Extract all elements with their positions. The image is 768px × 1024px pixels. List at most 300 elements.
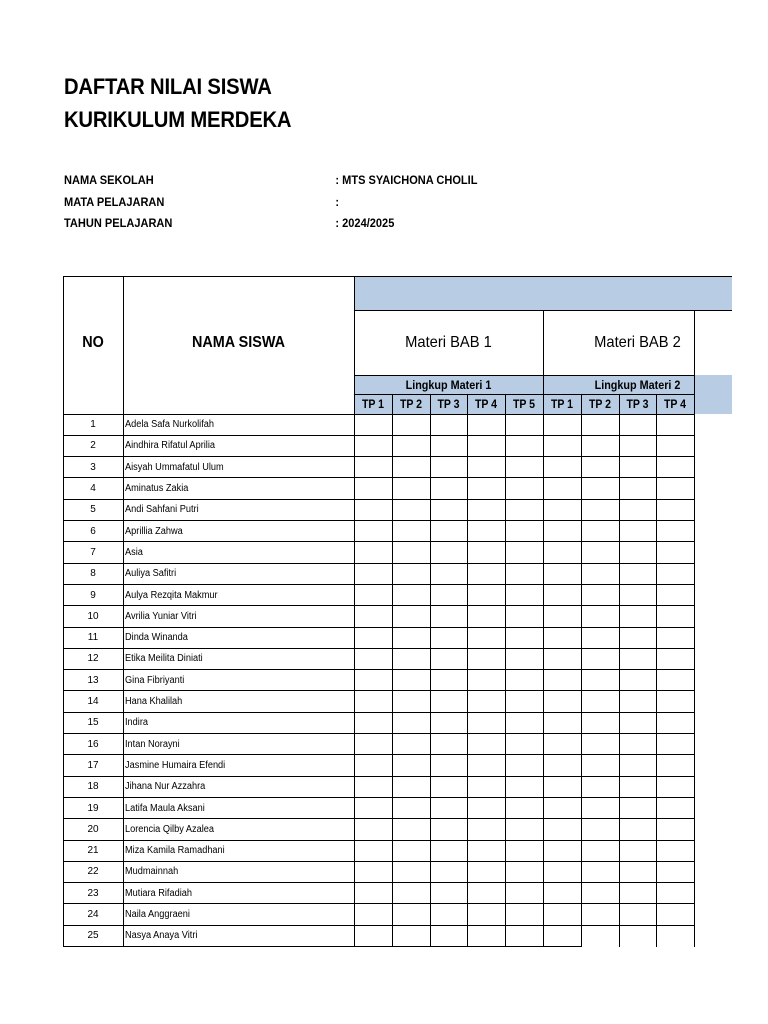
grade-cell[interactable] xyxy=(430,691,467,712)
row-number-text: 18 xyxy=(87,781,99,793)
grade-cell[interactable] xyxy=(543,776,581,797)
student-name xyxy=(123,776,354,797)
grade-cell[interactable] xyxy=(467,457,505,478)
grade-cell[interactable] xyxy=(467,734,505,755)
grade-cell[interactable] xyxy=(505,776,543,797)
grade-cell[interactable] xyxy=(430,478,467,499)
grade-cell[interactable] xyxy=(505,712,543,733)
grade-cell[interactable] xyxy=(392,734,430,755)
grid-line xyxy=(694,310,695,947)
grade-cell[interactable] xyxy=(354,755,392,776)
grade-cell[interactable] xyxy=(505,414,543,435)
student-name xyxy=(123,648,354,669)
grade-cell[interactable] xyxy=(467,712,505,733)
grade-cell[interactable] xyxy=(467,904,505,925)
grade-cell[interactable] xyxy=(656,563,694,584)
row-number-text: 1 xyxy=(90,419,96,431)
grade-cell[interactable] xyxy=(467,521,505,542)
grade-cell[interactable] xyxy=(430,457,467,478)
grade-cell[interactable] xyxy=(392,755,430,776)
grade-cell[interactable] xyxy=(505,797,543,818)
grade-cell[interactable] xyxy=(619,606,656,627)
grade-cell[interactable] xyxy=(430,499,467,520)
grade-cell[interactable] xyxy=(505,648,543,669)
grade-cell[interactable] xyxy=(656,734,694,755)
student-name xyxy=(123,797,354,818)
grade-cell[interactable] xyxy=(619,521,656,542)
grade-cell[interactable] xyxy=(467,776,505,797)
tp-header-text: TP 1 xyxy=(550,397,574,411)
grade-cell[interactable] xyxy=(581,478,619,499)
grid-line xyxy=(63,882,694,883)
grade-cell[interactable] xyxy=(354,712,392,733)
grade-cell[interactable] xyxy=(392,797,430,818)
student-name-text: Mutiara Rifadiah xyxy=(125,887,192,899)
grade-cell[interactable] xyxy=(543,691,581,712)
grade-cell[interactable] xyxy=(354,734,392,755)
grade-cell[interactable] xyxy=(656,883,694,904)
grade-cell[interactable] xyxy=(656,797,694,818)
student-name xyxy=(123,563,354,584)
grade-cell[interactable] xyxy=(392,542,430,563)
student-name xyxy=(123,925,354,946)
tp-header xyxy=(432,394,465,414)
grade-cell[interactable] xyxy=(430,563,467,584)
grade-cell[interactable] xyxy=(430,883,467,904)
grid-line xyxy=(63,903,694,904)
grade-cell[interactable] xyxy=(354,819,392,840)
grade-cell[interactable] xyxy=(656,584,694,605)
grade-cell[interactable] xyxy=(543,457,581,478)
grid-line xyxy=(354,375,694,376)
student-name-text: Miza Kamila Ramadhani xyxy=(125,845,225,857)
grade-cell[interactable] xyxy=(467,627,505,648)
grade-cell[interactable] xyxy=(354,584,392,605)
grade-cell[interactable] xyxy=(354,797,392,818)
info-label-school: NAMA SEKOLAH xyxy=(64,173,154,187)
grade-cell[interactable] xyxy=(354,840,392,861)
grade-cell[interactable] xyxy=(619,670,656,691)
grade-cell[interactable] xyxy=(581,904,619,925)
grade-cell[interactable] xyxy=(430,627,467,648)
student-name xyxy=(123,883,354,904)
grade-cell[interactable] xyxy=(430,670,467,691)
grade-cell[interactable] xyxy=(656,861,694,882)
grade-cell[interactable] xyxy=(392,925,430,946)
grade-cell[interactable] xyxy=(543,840,581,861)
header-name xyxy=(135,276,343,410)
grade-cell[interactable] xyxy=(467,755,505,776)
grade-cell[interactable] xyxy=(619,925,656,946)
grade-cell[interactable] xyxy=(505,563,543,584)
grade-cell[interactable] xyxy=(581,521,619,542)
grade-cell[interactable] xyxy=(467,606,505,627)
row-number xyxy=(63,904,123,925)
grade-cell[interactable] xyxy=(505,755,543,776)
student-name xyxy=(123,712,354,733)
grade-cell[interactable] xyxy=(354,648,392,669)
grade-cell[interactable] xyxy=(543,584,581,605)
grade-cell[interactable] xyxy=(581,776,619,797)
grade-cell[interactable] xyxy=(505,819,543,840)
row-number xyxy=(63,499,123,520)
grade-cell[interactable] xyxy=(467,670,505,691)
row-number-text: 14 xyxy=(87,696,99,708)
row-number-text: 10 xyxy=(87,610,99,622)
grade-cell[interactable] xyxy=(467,861,505,882)
grade-cell[interactable] xyxy=(543,606,581,627)
grade-cell[interactable] xyxy=(467,478,505,499)
grade-cell[interactable] xyxy=(619,478,656,499)
grade-cell[interactable] xyxy=(430,925,467,946)
grade-cell[interactable] xyxy=(392,819,430,840)
grade-cell[interactable] xyxy=(656,691,694,712)
grade-cell[interactable] xyxy=(430,904,467,925)
student-name xyxy=(123,627,354,648)
grade-cell[interactable] xyxy=(467,691,505,712)
student-name xyxy=(123,606,354,627)
grade-cell[interactable] xyxy=(543,435,581,456)
grade-cell[interactable] xyxy=(619,584,656,605)
grade-cell[interactable] xyxy=(543,755,581,776)
grade-cell[interactable] xyxy=(581,414,619,435)
grade-cell[interactable] xyxy=(505,584,543,605)
grade-cell[interactable] xyxy=(581,499,619,520)
student-name-text: Gina Fibriyanti xyxy=(125,674,185,686)
grade-cell[interactable] xyxy=(505,478,543,499)
grade-cell[interactable] xyxy=(392,861,430,882)
grade-cell[interactable] xyxy=(619,691,656,712)
tp-header-text: TP 1 xyxy=(361,397,385,411)
grade-cell[interactable] xyxy=(543,861,581,882)
grade-cell[interactable] xyxy=(505,457,543,478)
tp-header xyxy=(507,394,540,414)
grade-cell[interactable] xyxy=(543,499,581,520)
grade-cell[interactable] xyxy=(543,883,581,904)
grade-cell[interactable] xyxy=(505,521,543,542)
grade-cell[interactable] xyxy=(656,478,694,499)
grid-line xyxy=(63,477,694,478)
grade-cell[interactable] xyxy=(581,563,619,584)
grade-cell[interactable] xyxy=(392,691,430,712)
grid-line xyxy=(63,276,64,947)
group-scope-2 xyxy=(552,375,722,394)
grade-cell[interactable] xyxy=(505,861,543,882)
grade-cell[interactable] xyxy=(505,542,543,563)
grade-cell[interactable] xyxy=(581,819,619,840)
grade-cell[interactable] xyxy=(619,712,656,733)
grade-cell[interactable] xyxy=(619,648,656,669)
grade-cell[interactable] xyxy=(505,883,543,904)
grade-cell[interactable] xyxy=(619,904,656,925)
grade-cell[interactable] xyxy=(581,435,619,456)
info-value-subject: : xyxy=(335,195,340,209)
grade-cell[interactable] xyxy=(392,904,430,925)
grade-cell[interactable] xyxy=(354,627,392,648)
grade-cell[interactable] xyxy=(392,414,430,435)
student-name-text: Dinda Winanda xyxy=(125,632,188,644)
grade-cell[interactable] xyxy=(467,648,505,669)
row-number-text: 6 xyxy=(90,525,96,537)
grade-cell[interactable] xyxy=(581,670,619,691)
grade-cell[interactable] xyxy=(505,904,543,925)
grade-cell[interactable] xyxy=(505,734,543,755)
row-number xyxy=(63,691,123,712)
student-name xyxy=(123,478,354,499)
student-name xyxy=(123,584,354,605)
grade-cell[interactable] xyxy=(505,925,543,946)
grade-cell[interactable] xyxy=(581,584,619,605)
grade-cell[interactable] xyxy=(392,521,430,542)
grade-cell[interactable] xyxy=(656,457,694,478)
grade-cell[interactable] xyxy=(392,563,430,584)
tp-header-text: TP 4 xyxy=(474,397,498,411)
grade-cell[interactable] xyxy=(467,819,505,840)
grade-cell[interactable] xyxy=(581,691,619,712)
grid-line xyxy=(63,712,694,713)
group-title-2-text: Materi BAB 2 xyxy=(594,333,681,351)
row-number xyxy=(63,861,123,882)
grade-cell[interactable] xyxy=(656,627,694,648)
grade-cell[interactable] xyxy=(430,584,467,605)
grade-cell[interactable] xyxy=(619,563,656,584)
grade-cell[interactable] xyxy=(467,883,505,904)
grade-cell[interactable] xyxy=(656,819,694,840)
grid-line xyxy=(354,276,355,947)
grade-cell[interactable] xyxy=(619,755,656,776)
tp-header xyxy=(583,394,616,414)
grade-cell[interactable] xyxy=(467,499,505,520)
grade-cell[interactable] xyxy=(430,542,467,563)
grade-cell[interactable] xyxy=(467,414,505,435)
student-name-text: Etika Meilita Diniati xyxy=(125,653,203,665)
grade-cell[interactable] xyxy=(430,776,467,797)
row-number xyxy=(63,435,123,456)
grade-cell[interactable] xyxy=(354,478,392,499)
grade-cell[interactable] xyxy=(543,819,581,840)
grade-cell[interactable] xyxy=(581,861,619,882)
grade-cell[interactable] xyxy=(619,819,656,840)
grade-cell[interactable] xyxy=(581,797,619,818)
grade-cell[interactable] xyxy=(392,648,430,669)
grade-cell[interactable] xyxy=(581,648,619,669)
grade-cell[interactable] xyxy=(543,904,581,925)
student-name-text: Intan Norayni xyxy=(125,738,180,750)
grid-line xyxy=(543,310,544,947)
grade-cell[interactable] xyxy=(581,755,619,776)
grade-cell[interactable] xyxy=(543,521,581,542)
student-name xyxy=(123,435,354,456)
grade-cell[interactable] xyxy=(354,606,392,627)
grade-cell[interactable] xyxy=(581,712,619,733)
row-number xyxy=(63,563,123,584)
grade-cell[interactable] xyxy=(505,840,543,861)
grade-cell[interactable] xyxy=(656,414,694,435)
row-number xyxy=(63,712,123,733)
grade-cell[interactable] xyxy=(656,840,694,861)
grade-cell[interactable] xyxy=(619,883,656,904)
student-name-text: Latifa Maula Aksani xyxy=(125,802,205,814)
grade-cell[interactable] xyxy=(619,797,656,818)
grade-cell[interactable] xyxy=(430,606,467,627)
grade-cell[interactable] xyxy=(581,925,619,946)
grade-cell[interactable] xyxy=(619,435,656,456)
grade-cell[interactable] xyxy=(354,883,392,904)
grade-cell[interactable] xyxy=(581,883,619,904)
grade-cell[interactable] xyxy=(543,670,581,691)
grade-cell[interactable] xyxy=(392,584,430,605)
grade-cell[interactable] xyxy=(505,606,543,627)
grade-cell[interactable] xyxy=(354,861,392,882)
grade-cell[interactable] xyxy=(430,712,467,733)
grade-cell[interactable] xyxy=(619,840,656,861)
grade-cell[interactable] xyxy=(656,925,694,946)
grade-cell[interactable] xyxy=(392,499,430,520)
info-label-year: TAHUN PELAJARAN xyxy=(64,216,173,230)
grade-cell[interactable] xyxy=(392,627,430,648)
grade-cell[interactable] xyxy=(656,542,694,563)
grade-cell[interactable] xyxy=(581,627,619,648)
grade-cell[interactable] xyxy=(656,755,694,776)
grade-cell[interactable] xyxy=(656,435,694,456)
student-name xyxy=(123,755,354,776)
grade-cell[interactable] xyxy=(543,542,581,563)
row-number xyxy=(63,542,123,563)
grade-cell[interactable] xyxy=(656,648,694,669)
grade-cell[interactable] xyxy=(543,627,581,648)
grade-cell[interactable] xyxy=(619,542,656,563)
grade-cell[interactable] xyxy=(543,797,581,818)
grade-cell[interactable] xyxy=(430,840,467,861)
grade-cell[interactable] xyxy=(543,712,581,733)
row-number-text: 11 xyxy=(87,632,99,644)
grade-cell[interactable] xyxy=(656,712,694,733)
grid-line xyxy=(63,861,694,862)
tp-header-text: TP 5 xyxy=(512,397,536,411)
student-name xyxy=(123,457,354,478)
tp-header xyxy=(621,394,654,414)
grade-cell[interactable] xyxy=(430,648,467,669)
grade-cell[interactable] xyxy=(543,734,581,755)
grade-cell[interactable] xyxy=(619,861,656,882)
grade-cell[interactable] xyxy=(354,499,392,520)
row-number xyxy=(63,606,123,627)
grade-cell[interactable] xyxy=(581,606,619,627)
info-label-subject: MATA PELAJARAN xyxy=(64,195,165,209)
grade-cell[interactable] xyxy=(354,457,392,478)
grade-cell[interactable] xyxy=(656,521,694,542)
grade-cell[interactable] xyxy=(354,542,392,563)
info-value-year: : 2024/2025 xyxy=(335,216,395,230)
grade-cell[interactable] xyxy=(543,414,581,435)
grade-cell[interactable] xyxy=(430,755,467,776)
grade-cell[interactable] xyxy=(430,797,467,818)
student-name xyxy=(123,499,354,520)
row-number xyxy=(63,819,123,840)
grid-line xyxy=(63,605,694,606)
grade-cell[interactable] xyxy=(619,734,656,755)
grade-cell[interactable] xyxy=(505,499,543,520)
grade-cell[interactable] xyxy=(392,776,430,797)
grade-cell[interactable] xyxy=(392,883,430,904)
grade-cell[interactable] xyxy=(619,457,656,478)
grade-cell[interactable] xyxy=(543,648,581,669)
grade-cell[interactable] xyxy=(656,499,694,520)
grade-cell[interactable] xyxy=(392,712,430,733)
grade-cell[interactable] xyxy=(543,478,581,499)
grade-cell[interactable] xyxy=(467,584,505,605)
grade-cell[interactable] xyxy=(430,819,467,840)
grade-cell[interactable] xyxy=(656,776,694,797)
grade-cell[interactable] xyxy=(392,478,430,499)
grade-cell[interactable] xyxy=(354,904,392,925)
grade-cell[interactable] xyxy=(354,414,392,435)
grade-cell[interactable] xyxy=(467,797,505,818)
grade-cell[interactable] xyxy=(467,542,505,563)
grid-line xyxy=(63,797,694,798)
grade-cell[interactable] xyxy=(581,840,619,861)
student-name-text: Lorencia Qilby Azalea xyxy=(125,823,214,835)
row-number-text: 15 xyxy=(87,717,99,729)
header-no xyxy=(66,276,120,410)
grade-cell[interactable] xyxy=(354,670,392,691)
grade-cell[interactable] xyxy=(543,925,581,946)
grade-cell[interactable] xyxy=(619,499,656,520)
grade-cell[interactable] xyxy=(581,734,619,755)
grade-cell[interactable] xyxy=(354,925,392,946)
grade-cell[interactable] xyxy=(543,563,581,584)
row-number xyxy=(63,755,123,776)
grade-cell[interactable] xyxy=(467,435,505,456)
grade-cell[interactable] xyxy=(656,670,694,691)
grade-cell[interactable] xyxy=(392,840,430,861)
grade-cell[interactable] xyxy=(619,627,656,648)
grade-cell[interactable] xyxy=(619,414,656,435)
grade-cell[interactable] xyxy=(354,691,392,712)
grade-cell[interactable] xyxy=(430,521,467,542)
grade-cell[interactable] xyxy=(656,904,694,925)
grade-cell[interactable] xyxy=(430,734,467,755)
grade-cell[interactable] xyxy=(392,670,430,691)
grade-cell[interactable] xyxy=(505,627,543,648)
grade-cell[interactable] xyxy=(354,776,392,797)
row-number-text: 17 xyxy=(87,759,99,771)
grade-cell[interactable] xyxy=(392,457,430,478)
grade-cell[interactable] xyxy=(505,691,543,712)
group-title-2 xyxy=(551,310,725,375)
grade-cell[interactable] xyxy=(430,861,467,882)
grade-cell[interactable] xyxy=(656,606,694,627)
row-number xyxy=(63,925,123,946)
grade-cell[interactable] xyxy=(581,457,619,478)
grade-cell[interactable] xyxy=(467,563,505,584)
grade-cell[interactable] xyxy=(354,435,392,456)
grade-cell[interactable] xyxy=(581,542,619,563)
grid-line xyxy=(63,499,694,500)
grade-cell[interactable] xyxy=(505,670,543,691)
grade-cell[interactable] xyxy=(392,606,430,627)
grade-cell[interactable] xyxy=(430,414,467,435)
row-number xyxy=(63,478,123,499)
grade-cell[interactable] xyxy=(619,776,656,797)
grade-cell[interactable] xyxy=(430,435,467,456)
grade-cell[interactable] xyxy=(505,435,543,456)
grade-cell[interactable] xyxy=(467,840,505,861)
grade-cell[interactable] xyxy=(354,563,392,584)
grade-cell[interactable] xyxy=(467,925,505,946)
grade-cell[interactable] xyxy=(392,435,430,456)
grade-cell[interactable] xyxy=(354,521,392,542)
